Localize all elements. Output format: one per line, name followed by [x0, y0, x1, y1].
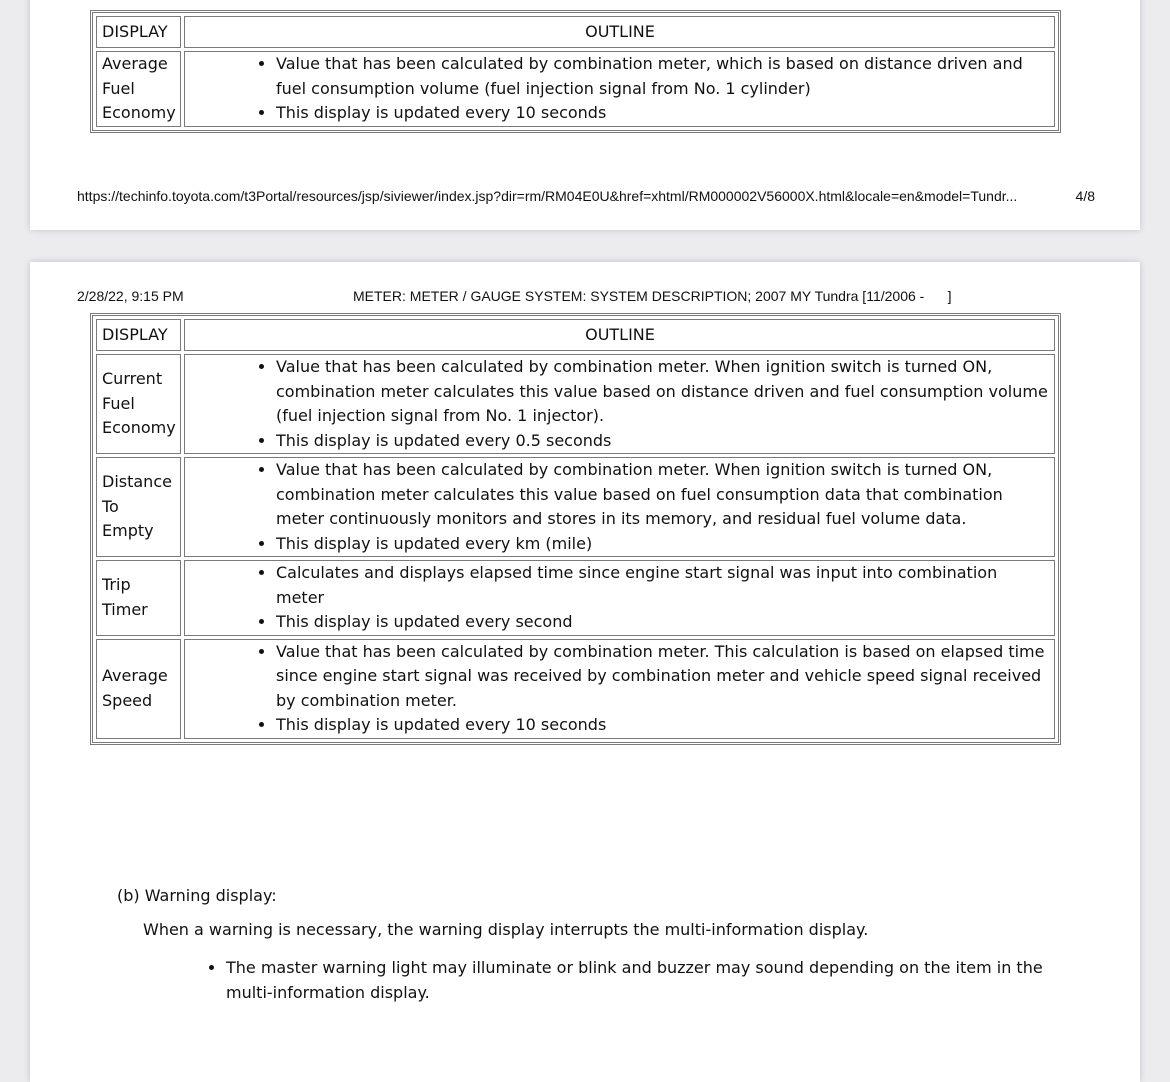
display-cell [96, 639, 181, 739]
display-cell [96, 560, 181, 636]
display-word: Speed [102, 690, 153, 710]
page-4 [30, 0, 1140, 230]
outline-cell [184, 457, 1055, 557]
table-header-row [96, 16, 1055, 48]
outline-cell [184, 560, 1055, 636]
warning-bullet: • The master warning light may illuminate or blink and buzzer may sound depending on the item in the multi-information display. [226, 956, 1066, 1005]
display-word: Empty [102, 521, 154, 541]
display-word: To [102, 496, 119, 516]
column-header-display: DISPLAY [96, 16, 181, 48]
outline-list [190, 458, 1050, 556]
display-cell [96, 354, 181, 454]
outline-bullet: • This display is updated every km (mile) [276, 532, 1050, 557]
table-row [96, 639, 1055, 739]
outline-list [190, 52, 1050, 126]
warning-text: When a warning is necessary, the warning display interrupts the multi-information display. [143, 920, 869, 939]
outline-bullet: • This display is updated every 10 seconds [276, 713, 1050, 738]
page-url: https://techinfo.toyota.com/t3Portal/resources/jsp/siviewer/index.jsp?dir=rm/RM04E0U&href=xhtml/RM000002V56000X.html&locale=en&model=Tundr... [77, 188, 1018, 204]
outline-bullet: • Value that has been calculated by combination meter. When ignition switch is turned ON, combination meter calculates this value based on fuel consumption data that combination meter continuously monitors and stores in its memory, and residual fuel volume data. [276, 458, 1050, 532]
outline-bullet: • This display is updated every 10 seconds [276, 101, 1050, 126]
outline-bullet: • Value that has been calculated by combination meter. When ignition switch is turned ON, combination meter calculates this value based on distance driven and fuel consumption volume (fuel injection signal from No. 1 injector). [276, 355, 1050, 429]
column-header-outline: OUTLINE [184, 16, 1055, 48]
table-row [96, 560, 1055, 636]
display-word: Average [102, 54, 168, 73]
outline-cell [184, 639, 1055, 739]
warning-list [200, 956, 1066, 1005]
display-table-page5 [90, 313, 1061, 745]
table-row [96, 457, 1055, 557]
outline-bullet: • Value that has been calculated by combination meter. This calculation is based on elapsed time since engine start signal was received by combination meter and vehicle speed signal received by combination meter. [276, 640, 1050, 714]
table-row [96, 354, 1055, 454]
display-word: Distance [102, 472, 172, 492]
outline-bullet: • Calculates and displays elapsed time since engine start signal was input into combination meter [276, 561, 1050, 610]
display-cell [96, 51, 181, 127]
display-word: Fuel [102, 78, 135, 98]
outline-bullet: • This display is updated every second [276, 610, 1050, 635]
warning-heading: (b) Warning display: [117, 886, 277, 905]
outline-bullet: • Value that has been calculated by combination meter, which is based on distance driven and fuel consumption volume (fuel injection signal from No. 1 cylinder) [276, 52, 1050, 101]
column-header-display: DISPLAY [96, 319, 181, 351]
outline-list [190, 561, 1050, 635]
outline-cell [184, 51, 1055, 127]
display-table-page4 [90, 10, 1061, 133]
document-title: METER: METER / GAUGE SYSTEM: SYSTEM DESCRIPTION; 2007 MY Tundra [11/2006 - ] [353, 288, 952, 304]
outline-list [190, 355, 1050, 453]
display-word: Average [102, 666, 168, 685]
outline-cell [184, 354, 1055, 454]
display-word: Current [102, 369, 163, 389]
display-word: Trip [102, 575, 131, 595]
page-5 [30, 262, 1140, 1082]
display-word: Economy [102, 103, 176, 122]
display-word: Fuel [102, 393, 135, 413]
column-header-outline: OUTLINE [184, 319, 1055, 351]
print-date: 2/28/22, 9:15 PM [77, 288, 184, 304]
outline-list [190, 640, 1050, 738]
display-word: Timer [102, 599, 148, 619]
outline-bullet: • This display is updated every 0.5 seconds [276, 429, 1050, 454]
table-header-row [96, 319, 1055, 351]
display-word: Economy [102, 418, 176, 438]
page-number: 4/8 [1075, 188, 1095, 204]
display-cell [96, 457, 181, 557]
table-row [96, 51, 1055, 127]
